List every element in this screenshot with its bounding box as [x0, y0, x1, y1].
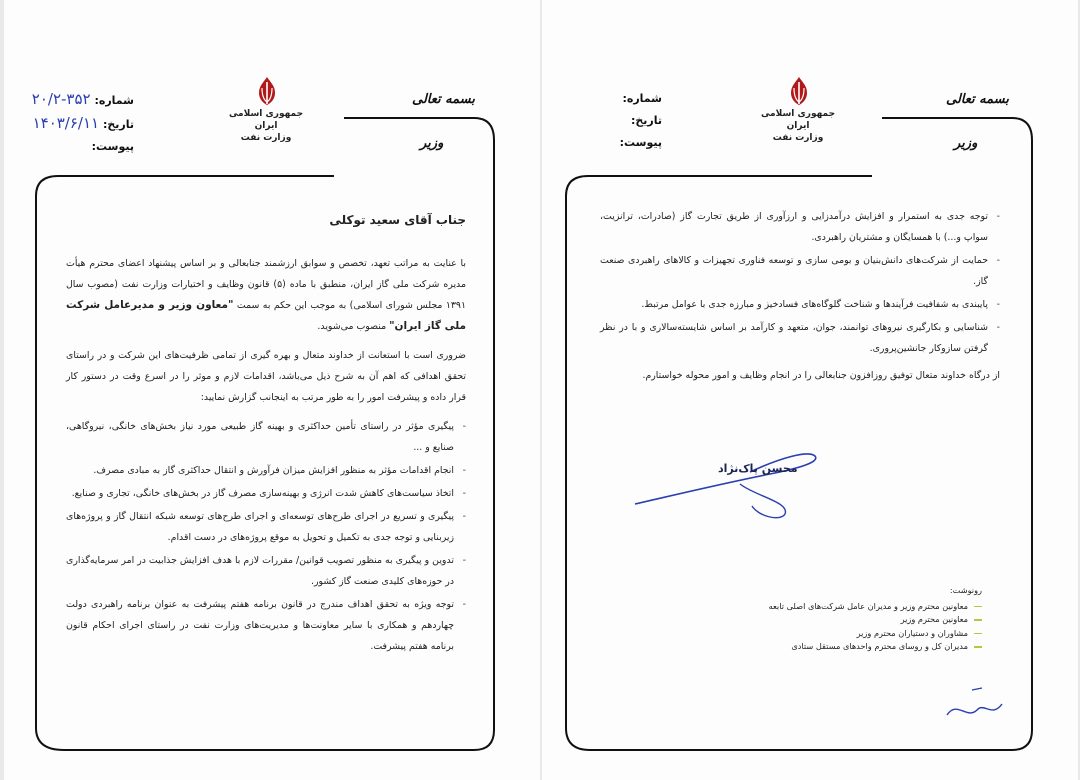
list-item: - توجه ویژه به تحقق اهداف مندرج در قانون برنامه هفتم پیشرفت به عنوان برنامه راهبردی دولت چهاردهم و همکاری با سایر معاونت‌ها و مدیریت‌های وزارت نفت در راستای اجرای احکام قانون برنامه هفتم پیشرفت.	[66, 594, 466, 657]
goals-paragraph: ضروری است با استعانت از خداوند متعال و بهره گیری از تمامی ظرفیت‌های این شرکت و در راستای تحقق اهدافی که اهم آن به شرح ذیل می‌باشد، اقدامات لازم و موثر را در اسرع وقت در دستور کار قرار داده و پیشرفت امور را به طور مرتب به اینجانب گزارش نمایید:	[66, 350, 466, 403]
cc-title: رونوشت:	[949, 585, 982, 595]
list-item: معاونین محترم وزیر و مدیران عامل شرکت‌های اصلی تابعه	[722, 600, 982, 614]
initials-icon	[942, 680, 1012, 730]
basmala: بسمه تعالی	[946, 92, 1009, 107]
cc-list	[722, 600, 982, 654]
ministry-line2: وزارت نفت	[240, 133, 292, 143]
letter-page-2	[542, 0, 1078, 780]
list-item: - توجه جدی به استمرار و افزایش درآمدزایی و ارزآوری از طریق تجارت گاز (صادرات، ترانزیت، سواپ و...) با همسایگان و مشتریان راهبردی.	[600, 206, 1000, 248]
list-item: مشاوران و دستیاران محترم وزیر	[722, 627, 982, 641]
ministry-line1: جمهوری اسلامی ایران	[228, 109, 304, 131]
number-label: شماره:	[622, 92, 662, 105]
appointment-text-a: با عنایت به مراتب تعهد، تخصص و سوابق ارزشمند جنابعالی و بر اساس پیشنهاد اعضای محترم هیأت مدیره شرکت ملی گاز ایران، منطبق با ماده (۵) قانون وظایف و اختیارات وزارت نفت (مصوب سال ۱۳۹۱ مجلس شورای اسلامی) به موجب این حکم به سمت	[66, 258, 466, 311]
appointment-paragraph	[66, 253, 466, 337]
letter-title: وزیر	[420, 136, 444, 151]
list-item: - پیگیری و تسریع در اجرای طرح‌های توسعه‌ای و اجرای طرح‌های توسعه شبکه انتقال گاز و پروژه‌های زیربنایی و توجه جدی به تکمیل و تحویل به موقع پروژه‌های در دست اقدام.	[66, 506, 466, 548]
number-row	[14, 88, 134, 112]
letter-meta	[592, 88, 662, 154]
date-label: تاریخ:	[102, 118, 134, 131]
date-row	[14, 112, 134, 136]
iran-emblem-icon	[782, 74, 816, 108]
closing-paragraph: از درگاه خداوند متعال توفیق روزافزون جنابعالی را در انجام وظایف و امور محوله خواستارم.	[642, 370, 1000, 381]
number-value: ۲۰/۲-۳۵۲	[31, 90, 91, 108]
appointment-position: "معاون وزیر و مدیرعامل شرکت ملی گاز ایران"	[66, 299, 466, 332]
addressee: جناب آقای سعید توکلی	[329, 213, 466, 227]
attachment-label: پیوست:	[91, 140, 134, 153]
list-item: مدیران کل و روسای محترم واحدهای مستقل ستادی	[722, 640, 982, 654]
list-item: - اتخاذ سیاست‌های کاهش شدت انرژی و بهینه‌سازی مصرف گاز در بخش‌های خانگی، تجاری و صنایع.	[66, 483, 466, 504]
list-item: - پایبندی به شفافیت فرآیندها و شناخت گلوگاه‌های فسادخیز و مبارزه جدی با عوامل مرتبط.	[600, 294, 1000, 315]
list-item: - انجام اقدامات مؤثر به منظور افزایش میزان فرآورش و انتقال حداکثری گاز به مبادی مصرف.	[66, 460, 466, 481]
letter-title: وزیر	[954, 136, 978, 151]
letter-body	[600, 206, 1000, 394]
signature-icon	[630, 444, 830, 524]
iran-emblem-icon	[250, 74, 284, 108]
attachment-row	[14, 136, 134, 158]
number-row	[592, 88, 662, 110]
appointment-text-b: منصوب می‌شوید.	[317, 321, 390, 332]
ministry-caption	[216, 108, 316, 144]
list-item: - شناسایی و بکارگیری نیروهای توانمند، جوان، متعهد و کارآمد بر اساس شایسته‌سالاری و با در نظر گرفتن سازوکار جانشین‌پروری.	[600, 317, 1000, 359]
list-item: معاونین محترم وزیر	[722, 613, 982, 627]
letter-meta	[14, 88, 134, 158]
letter-body	[66, 210, 466, 659]
goals-list	[66, 416, 466, 657]
ministry-caption	[748, 108, 848, 144]
basmala: بسمه تعالی	[412, 92, 475, 107]
ministry-line2: وزارت نفت	[772, 133, 824, 143]
date-value: ۱۴۰۳/۶/۱۱	[32, 114, 100, 132]
date-label: تاریخ:	[630, 114, 662, 127]
list-item: - پیگیری مؤثر در راستای تأمین حداکثری و بهینه گاز طبیعی مورد نیاز بخش‌های خانگی، نیروگاهی، صنایع و ...	[66, 416, 466, 458]
list-item: - حمایت از شرکت‌های دانش‌بنیان و بومی سازی و توسعه فناوری تجهیزات و کالاهای راهبردی صنعت گاز.	[600, 250, 1000, 292]
list-item: - تدوین و پیگیری به منظور تصویب قوانین/ مقررات لازم با هدف افزایش جذابیت در امر سرمایه‌گذاری در حوزه‌های کلیدی صنعت گاز کشور.	[66, 550, 466, 592]
letter-page-1	[4, 0, 540, 780]
signatory-name: محسن پاک‌نژاد	[718, 462, 798, 475]
number-label: شماره:	[94, 94, 134, 107]
goals-list	[600, 206, 1000, 359]
cc-block	[722, 584, 982, 654]
attachment-label: پیوست:	[619, 136, 662, 149]
attachment-row	[592, 132, 662, 154]
date-row	[592, 110, 662, 132]
ministry-line1: جمهوری اسلامی ایران	[760, 109, 836, 131]
